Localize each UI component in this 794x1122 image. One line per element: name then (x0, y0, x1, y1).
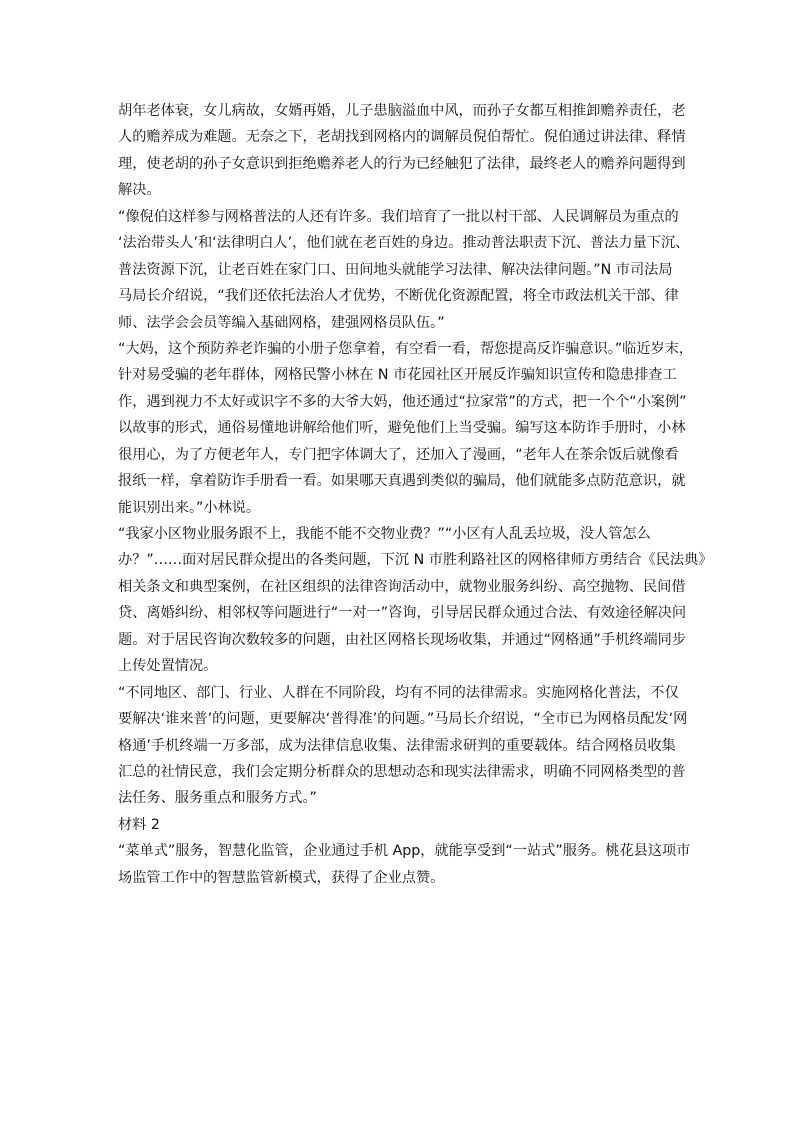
text-line: 很用心，为了方便老年人，专门把字体调大了，还加入了漫画，“老年人在茶余饭后就像看 (118, 446, 679, 463)
text-line: 师、法学会会员等编入基础网格，建强网格员队伍。” (118, 314, 445, 331)
text-line: 胡年老体衰，女儿病故，女婿再婚，儿子患脑溢血中风，而孙子女都互相推卸赡养责任，老 (118, 103, 686, 119)
text-line: 上传处置情况。 (118, 658, 218, 675)
text-line: “不同地区、部门、行业、人群在不同阶段，均有不同的法律需求。实施网格化普法，不仅 (118, 684, 679, 701)
text-line: 相关条文和典型案例，在社区组织的法律咨询活动中，就物业服务纠纷、高空抛物、民间借 (118, 578, 686, 595)
text-line: “像倪伯这样参与网格普法的人还有许多。我们培育了一批以村干部、人民调解员为重点的 (118, 208, 679, 225)
text-line: 办？”……面对居民群众提出的各类问题，下沉 N 市胜利路社区的网格律师方勇结合《民法典》 (118, 552, 713, 569)
text-line: 题。对于居民咨询次数较多的问题，由社区网格长现场收集，并通过“网格通”手机终端同步 (118, 631, 687, 648)
text-line: 针对易受骗的老年群体，网格民警小林在 N 市花园社区开展反诈骗知识宣传和隐患排查工 (118, 367, 677, 384)
document-body (118, 98, 718, 891)
text-line: 普法资源下沉，让老百姓在家门口、田间地头就能学习法律、解决法律问题。”N 市司法局 (118, 261, 673, 278)
text-line: 报纸一样，拿着防诈手册看一看。如果哪天真遇到类似的骗局，他们就能多点防范意识，就 (118, 473, 686, 490)
text-line: 能识别出来。”小林说。 (118, 499, 261, 516)
text-line: 材料 2 (118, 816, 160, 833)
text-line: 马局长介绍说，“我们还依托法治人才优势，不断优化资源配置，将全市政法机关干部、律 (118, 288, 679, 305)
text-line: 法任务、服务重点和服务方式。” (118, 790, 317, 807)
text-line: 格通’手机终端一万多部，成为法律信息收集、法律需求研判的重要载体。结合网格员收集 (118, 737, 676, 754)
text-line: 人的赡养成为难题。无奈之下，老胡找到网格内的调解员倪伯帮忙。倪伯通过讲法律、释情 (118, 129, 686, 146)
text-line: 汇总的社情民意，我们会定期分析群众的思想动态和现实法律需求，明确不同网格类型的普 (118, 763, 686, 780)
text-line: 贷、离婚纠纷、相邻权等问题进行“一对一”咨询，引导居民群众通过合法、有效途径解决问 (118, 605, 687, 622)
text-line: “我家小区物业服务跟不上，我能不能不交物业费？”“小区有人乱丢垃圾，没人管怎么 (118, 526, 651, 542)
text-line: 作，遇到视力不太好或识字不多的大爷大妈，他还通过“拉家常”的方式，把一个个“小案例” (118, 393, 687, 410)
text-line: 解决。 (118, 182, 161, 199)
text-line: “菜单式”服务，智慧化监管，企业通过手机 App，就能享受到“一站式”服务。桃花县这项市 (118, 843, 691, 860)
text-line: 以故事的形式，通俗易懂地讲解给他们听，避免他们上当受骗。编写这本防诈手册时，小林 (118, 420, 686, 437)
text-line: “大妈，这个预防养老诈骗的小册子您拿着，有空看一看，帮您提高反诈骗意识。”临近岁末， (118, 340, 694, 357)
text-line: 理，使老胡的孙子女意识到拒绝赡养老人的行为已经触犯了法律，最终老人的赡养问题得到 (118, 155, 686, 172)
text-line: 场监管工作中的智慧监管新模式，获得了企业点赞。 (118, 869, 445, 886)
text-line: ‘法治带头人’和‘法律明白人’，他们就在老百姓的身边。推动普法职责下沉、普法力量下沉、 (118, 235, 690, 252)
text-line: 要解决‘谁来普’的问题，更要解决‘普得准’的问题。”马局长介绍说，“全市已为网格员配发‘网 (118, 711, 688, 728)
